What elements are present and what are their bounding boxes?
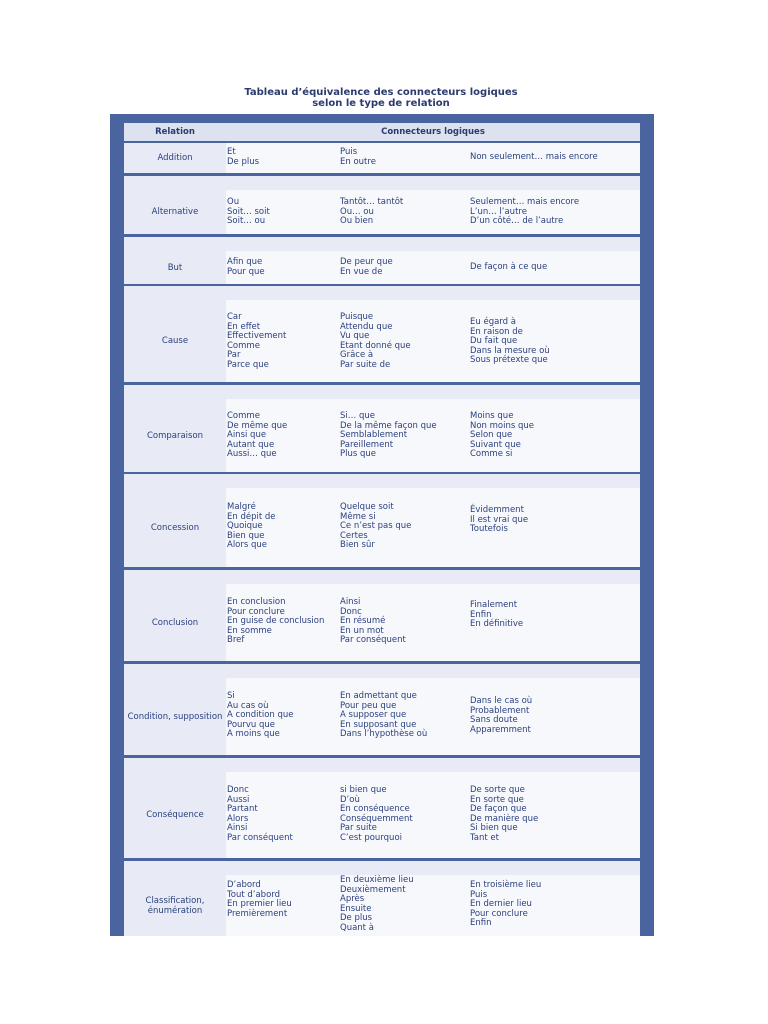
- connector: Alors que: [227, 540, 268, 551]
- connectors-col-2: [340, 503, 411, 551]
- connector: Ainsi: [227, 823, 248, 834]
- connector: A moins que: [227, 729, 280, 740]
- connector: Par suite de: [340, 359, 391, 370]
- connector: En conséquence: [340, 804, 410, 815]
- connector: Attendu que: [340, 321, 393, 332]
- table-row-cause: [124, 286, 640, 382]
- connector: De plus: [340, 913, 373, 924]
- connector: Tantôt… tantôt: [340, 197, 404, 207]
- relation-label: Alternative: [124, 190, 226, 234]
- header-relation: Relation: [124, 123, 226, 141]
- connector: Grâce à: [340, 350, 374, 361]
- connector: En troisième lieu: [470, 880, 542, 890]
- connector: En dernier lieu: [470, 899, 532, 910]
- connector: De plus: [227, 156, 260, 167]
- connector: Quant à: [340, 922, 374, 933]
- connector: Même si: [340, 511, 376, 522]
- connector: Vu que: [340, 331, 370, 342]
- connector: Dans l’hypothèse où: [340, 729, 428, 740]
- connector: Pourvu que: [227, 719, 276, 730]
- connector: Pour conclure: [470, 908, 528, 919]
- connector: Etant donné que: [340, 340, 411, 351]
- connector: Aussi: [227, 794, 250, 805]
- page-title: [0, 88, 762, 109]
- connector: En définitive: [470, 619, 524, 630]
- connector: Si… que: [340, 411, 375, 421]
- connectors-col-3: [470, 881, 541, 929]
- connector: Ce n’est pas que: [340, 521, 412, 532]
- relation-label: Addition: [124, 143, 226, 173]
- row-band: [124, 385, 640, 399]
- connector: En sorte que: [470, 794, 524, 805]
- connector: En admettant que: [340, 691, 417, 701]
- connector: Si bien que: [470, 823, 518, 834]
- connector: Si: [227, 691, 235, 701]
- connector: Évidemment: [470, 505, 524, 515]
- connectors-col-1: [227, 258, 265, 277]
- connectors-col-1: [227, 313, 286, 371]
- connector: Et: [227, 147, 236, 157]
- relation-label: Concession: [124, 488, 226, 567]
- connector: Ainsi que: [227, 430, 267, 441]
- relation-label: Condition, supposition: [124, 678, 226, 755]
- connector: En un mot: [340, 625, 384, 636]
- header-connecteurs: Connecteurs logiques: [226, 123, 640, 141]
- connector: En conclusion: [227, 597, 286, 607]
- connectors-col-2: [340, 148, 376, 167]
- relation-label: But: [124, 251, 226, 284]
- connector: A supposer que: [340, 710, 407, 721]
- connector: Puis: [340, 147, 358, 157]
- connector: Partant: [227, 804, 258, 815]
- row-band: [124, 286, 640, 300]
- connector: En premier lieu: [227, 899, 292, 910]
- connector: Du fait que: [470, 336, 518, 347]
- connector: En dépit de: [227, 511, 276, 522]
- connector: Probablement: [470, 705, 530, 716]
- connector: Suivant que: [470, 439, 521, 450]
- connectors-col-3: [470, 198, 579, 227]
- connector: Comme si: [470, 449, 513, 460]
- connector: Quoique: [227, 521, 263, 532]
- connector: De peur que: [340, 257, 393, 267]
- connector: Tant et: [470, 832, 499, 843]
- table-row-addition: [124, 143, 640, 173]
- connector: D’un côté… de l’autre: [470, 216, 564, 227]
- connectors-col-2: [340, 598, 406, 646]
- table-row-comparaison: [124, 385, 640, 472]
- connector: Par conséquent: [227, 832, 293, 843]
- table-row-consequence: [124, 758, 640, 858]
- connectors-col-3: [470, 506, 528, 535]
- connector: Après: [340, 894, 365, 905]
- connector: Sans doute: [470, 715, 518, 726]
- row-band: [124, 237, 640, 251]
- row-band: [124, 570, 640, 584]
- connectors-col-1: [227, 412, 287, 460]
- connector: Ensuite: [340, 903, 372, 914]
- row-band: [124, 861, 640, 875]
- connector: Donc: [340, 606, 362, 617]
- connector: En deuxième lieu: [340, 875, 414, 885]
- connectors-col-2: [340, 412, 437, 460]
- connector: Autant que: [227, 439, 275, 450]
- connector: Pour que: [227, 266, 265, 277]
- connector: Deuxièmement: [340, 884, 406, 895]
- connectors-col-1: [227, 148, 259, 167]
- connector: Comme: [227, 340, 260, 351]
- connector: Soit… soit: [227, 206, 270, 217]
- connectors-col-2: [340, 876, 414, 934]
- connectors-col-3: [470, 697, 532, 735]
- connector: Il est vrai que: [470, 514, 529, 525]
- connector: De manière que: [470, 813, 539, 824]
- connectors-col-1: [227, 881, 292, 919]
- connector: Afin que: [227, 257, 263, 267]
- connector: En raison de: [470, 326, 523, 337]
- table-row-concession: [124, 474, 640, 567]
- table-row-but: [124, 237, 640, 284]
- connector: Enfin: [470, 918, 492, 929]
- connector: Bien sûr: [340, 540, 375, 551]
- connectors-col-3: [470, 412, 534, 460]
- connector: Premièrement: [227, 908, 288, 919]
- connector: Selon que: [470, 430, 513, 441]
- relation-label: Conclusion: [124, 584, 226, 661]
- connector: Ou: [227, 197, 240, 207]
- connector: Parce que: [227, 359, 269, 370]
- connector: Ou bien: [340, 216, 374, 227]
- title-line-1: Tableau d’équivalence des connecteurs logiques: [244, 87, 518, 98]
- connector: En outre: [340, 156, 376, 167]
- connectors-col-1: [227, 598, 324, 646]
- connector: De sorte que: [470, 785, 525, 795]
- connector: Plus que: [340, 449, 377, 460]
- connectors-col-2: [340, 258, 393, 277]
- connector: Ou… ou: [340, 206, 374, 217]
- connector: En guise de conclusion: [227, 616, 325, 627]
- table-row-alternative: [124, 176, 640, 234]
- table-row-condition: [124, 664, 640, 755]
- connector: Pour peu que: [340, 700, 397, 711]
- connector: Sous prétexte que: [470, 355, 548, 366]
- connector: Soit… ou: [227, 216, 266, 227]
- connector: Seulement… mais encore: [470, 197, 580, 207]
- connector: En supposant que: [340, 719, 417, 730]
- connector: C’est pourquoi: [340, 832, 403, 843]
- connector: Toutefois: [470, 524, 508, 535]
- connector: D’abord: [227, 880, 261, 890]
- connectors-col-3: [470, 153, 598, 163]
- relation-label: Classification, énumération: [124, 875, 226, 936]
- connector: Dans la mesure où: [470, 345, 550, 356]
- connector: Moins que: [470, 411, 514, 421]
- table-header: [124, 123, 640, 141]
- connector: Par suite: [340, 823, 377, 834]
- connectors-col-2: [340, 786, 413, 844]
- connectors-col-3: [470, 786, 538, 844]
- connector: si bien que: [340, 785, 387, 795]
- connector: Eu égard à: [470, 317, 516, 327]
- connector: Tout d’abord: [227, 889, 281, 900]
- connector: L’un… l’autre: [470, 206, 527, 217]
- connector: Conséquemment: [340, 813, 413, 824]
- connectors-col-3: [470, 601, 523, 630]
- connector: Apparemment: [470, 724, 531, 735]
- connectors-col-2: [340, 692, 427, 740]
- connector: De façon que: [470, 804, 527, 815]
- connector: Malgré: [227, 502, 256, 512]
- connector: De façon à ce que: [470, 262, 548, 272]
- connector: D’où: [340, 794, 360, 805]
- connector: De même que: [227, 420, 288, 431]
- connector: En effet: [227, 321, 261, 332]
- row-band: [124, 664, 640, 678]
- connector: Non seulement… mais encore: [470, 152, 598, 162]
- connector: Puisque: [340, 312, 374, 322]
- connector: Enfin: [470, 609, 492, 620]
- connectors-col-2: [340, 313, 411, 371]
- connectors-col-1: [227, 786, 293, 844]
- connectors-col-2: [340, 198, 403, 227]
- connector: A condition que: [227, 710, 294, 721]
- connector: Quelque soit: [340, 502, 394, 512]
- row-band: [124, 176, 640, 190]
- connectors-col-1: [227, 198, 270, 227]
- row-band: [124, 474, 640, 488]
- connectors-col-3: [470, 263, 547, 273]
- connector: Bref: [227, 635, 245, 646]
- connector: Alors: [227, 813, 249, 824]
- row-band: [124, 758, 640, 772]
- connector: Ainsi: [340, 597, 361, 607]
- connector: Puis: [470, 889, 488, 900]
- connector: Finalement: [470, 600, 518, 610]
- connector: Par conséquent: [340, 635, 406, 646]
- connector: Bien que: [227, 530, 265, 541]
- connector: De la même façon que: [340, 420, 437, 431]
- table-row-classification: [124, 861, 640, 936]
- connector: En résumé: [340, 616, 386, 627]
- connector: Dans le cas où: [470, 696, 533, 706]
- connectors-col-1: [227, 692, 294, 740]
- relation-label: Comparaison: [124, 399, 226, 472]
- connectors-col-3: [470, 318, 550, 366]
- connector: Par: [227, 350, 241, 361]
- connector: Effectivement: [227, 331, 287, 342]
- connector: Non moins que: [470, 420, 535, 431]
- title-line-2: selon le type de relation: [312, 97, 450, 109]
- table-row-conclusion: [124, 570, 640, 661]
- connector: Au cas où: [227, 700, 269, 711]
- connector: Pour conclure: [227, 606, 285, 617]
- connector: Semblablement: [340, 430, 408, 441]
- connector: Pareillement: [340, 439, 394, 450]
- connector: Car: [227, 312, 242, 322]
- connector: Aussi… que: [227, 449, 277, 460]
- connector: Certes: [340, 530, 368, 541]
- connector: En vue de: [340, 266, 383, 277]
- connector: En somme: [227, 625, 272, 636]
- connector: Comme: [227, 411, 260, 421]
- connectors-col-1: [227, 503, 276, 551]
- relation-label: Cause: [124, 300, 226, 382]
- connector: Donc: [227, 785, 249, 795]
- relation-label: Conséquence: [124, 772, 226, 858]
